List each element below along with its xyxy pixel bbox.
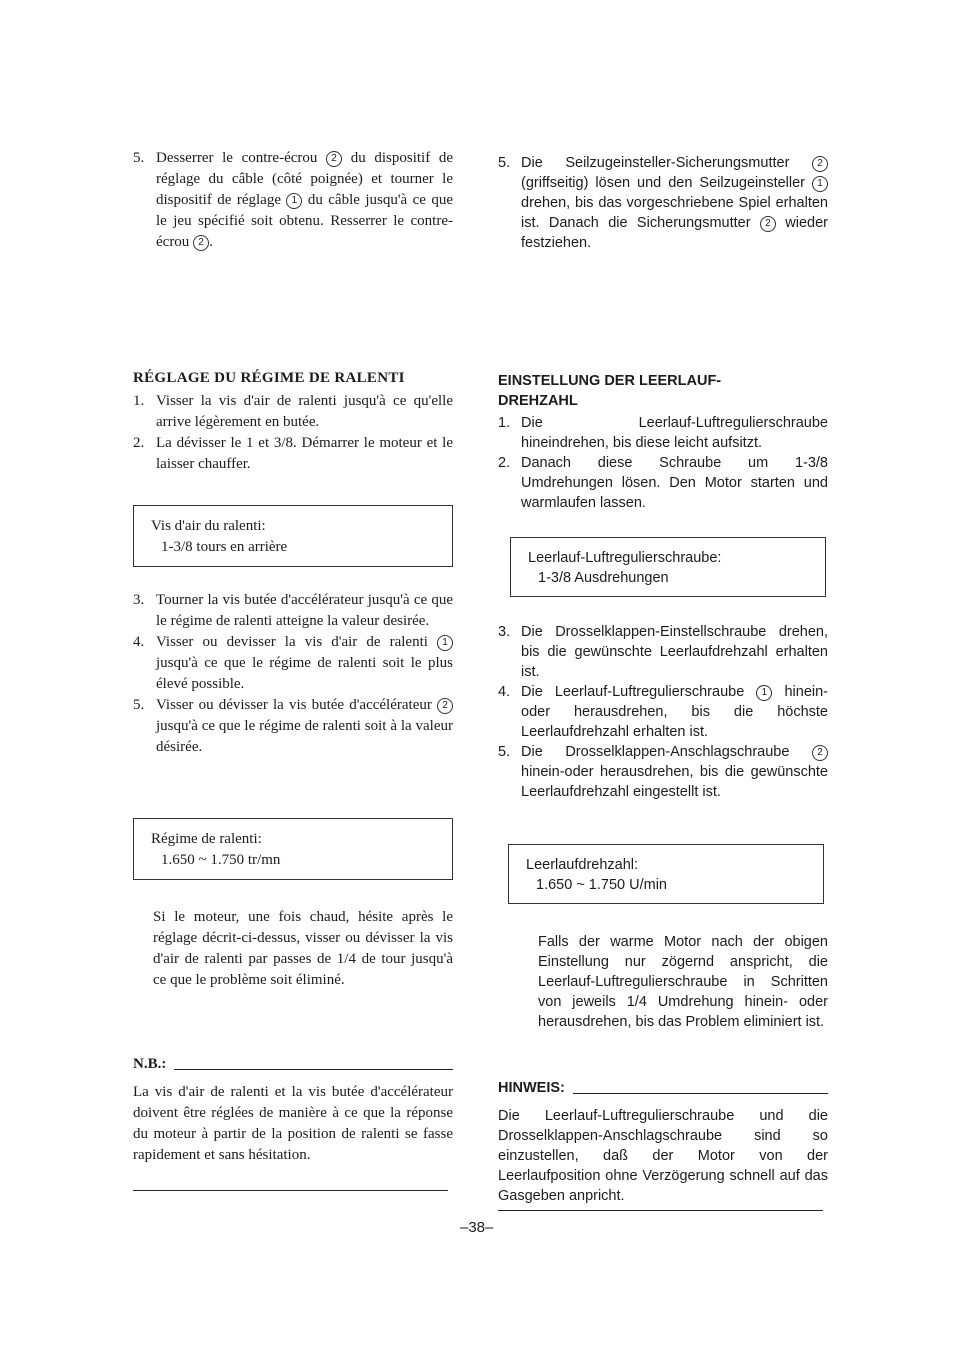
callout-1: 1 — [756, 685, 772, 701]
fr-nb — [133, 1054, 453, 1166]
de-note — [498, 932, 828, 1032]
list-item: 2. La dévisser le 1 et 3/8. Démarrer le moteur et le laisser chauffer. — [133, 435, 453, 472]
de-idle-heading — [498, 371, 798, 413]
note-paragraph: Falls der warme Motor nach der obigen Einstellung nur zögernd anspricht, die Leerlauf-Luftregulierschraube in Schritten von jeweils 1/4 Umdrehung hinein- oder herausdrehen, bis das Problem eliminiert ist. — [538, 934, 828, 1030]
spec-label: Régime de ralenti: — [151, 831, 262, 847]
callout-1: 1 — [437, 635, 453, 651]
list-item: 2. Danach diese Schraube um 1-3/8 Umdrehungen lösen. Den Motor starten und warmlaufen lassen. — [498, 455, 828, 511]
callout-2: 2 — [326, 151, 342, 167]
spec-value: 1.650 ~ 1.750 U/min — [536, 877, 667, 893]
page-number: –38– — [460, 1219, 494, 1236]
nb-text: La vis d'air de ralenti et la vis butée d'accélérateur doivent être réglées de manière à ce que la réponse du moteur à partir de la position de ralenti se fasse rapidement et sans hésitation. — [133, 1084, 453, 1163]
de-spec-box-idle-speed — [508, 844, 824, 904]
spec-value: 1.650 ~ 1.750 tr/mn — [161, 852, 281, 868]
section-heading: EINSTELLUNG DER LEERLAUF-DREHZAHL — [498, 373, 722, 409]
divider — [498, 1210, 823, 1211]
spec-value: 1-3/8 Ausdrehungen — [538, 570, 669, 586]
spec-value: 1-3/8 tours en arrière — [161, 539, 288, 555]
de-step5-cable: 5. Die Seilzugeinsteller-Sicherungsmutter 2 (griffseitig) lösen und den Seilzugeinsteller 1 drehen, bis das vorgeschriebene Spiel erhalten ist. Danach die Sicherungsmutter 2 wieder festziehen. — [498, 155, 828, 251]
divider — [133, 1190, 448, 1191]
fr-step5-cable: 5. Desserrer le contre-écrou 2 du dispositif de réglage du câble (côté poignée) et tourner le dispositif de réglage 1 du câble jusqu'à ce que le jeu spécifié soit obtenu. Resserrer le contre-écrou 2 . — [133, 148, 453, 253]
list-item: 1. Visser la vis d'air de ralenti jusqu'à ce qu'elle arrive légèrement en butée. — [133, 393, 453, 430]
fr-spec-box-idle-speed — [133, 818, 453, 880]
callout-1: 1 — [812, 176, 828, 192]
list-item: 4. Die Leerlauf-Luftregulierschraube 1 hinein- oder herausdrehen, bis die höchste Leerlaufdrehzahl erhalten ist. — [498, 684, 828, 740]
list-item: 1. Die Leerlauf-Luftregulierschraube hineindrehen, bis diese leicht aufsitzt. — [498, 415, 828, 451]
spec-label: Leerlaufdrehzahl: — [526, 857, 639, 873]
callout-2: 2 — [812, 156, 828, 172]
spec-label: Leerlauf-Luftregulierschraube: — [528, 550, 722, 566]
callout-1: 1 — [286, 193, 302, 209]
list-item: 5. Die Drosselklappen-Anschlagschraube 2 hinein-oder herausdrehen, bis die gewünschte Leerlaufdrehzahl eingestellt ist. — [498, 744, 828, 800]
note-paragraph: Si le moteur, une fois chaud, hésite après le réglage décrit-ci-dessus, visser ou dévisser la vis d'air de ralenti par passes de 1/4 de tour jusqu'à ce que le problème soit éliminé. — [153, 909, 453, 988]
fr-steps-3-5 — [133, 590, 453, 758]
nb-text: Die Leerlauf-Luftregulierschraube und die Drosselklappen-Anschlagschraube sind so einzustellen, daß der Motor von der Leerlaufposition ohne Verzögerung schnell auf das Gasgeben anpricht. — [498, 1108, 828, 1204]
de-steps-3-5 — [498, 622, 828, 802]
de-spec-box-air-screw — [510, 537, 826, 597]
spec-label: Vis d'air du ralenti: — [151, 518, 266, 534]
list-item: 5. Visser ou dévisser la vis butée d'accélérateur 2 jusqu'à ce que le régime de ralenti soit à la valeur désirée. — [133, 697, 453, 755]
callout-2: 2 — [760, 216, 776, 232]
fr-idle-section — [133, 368, 453, 475]
fr-spec-box-air-screw — [133, 505, 453, 567]
list-item: 3. Tourner la vis butée d'accélérateur jusqu'à ce que le régime de ralenti atteigne la valeur desirée. — [133, 592, 453, 629]
nb-label: N.B.: — [133, 1056, 167, 1072]
nb-label: HINWEIS: — [498, 1080, 565, 1096]
section-heading: RÉGLAGE DU RÉGIME DE RALENTI — [133, 370, 405, 386]
fr-note — [133, 907, 453, 991]
callout-2: 2 — [812, 745, 828, 761]
list-item: 3. Die Drosselklappen-Einstellschraube drehen, bis die gewünschte Leerlaufdrehzahl erhalten ist. — [498, 624, 828, 680]
divider — [174, 1069, 453, 1070]
list-item: 4. Visser ou devisser la vis d'air de ralenti 1 jusqu'à ce que le régime de ralenti soit le plus élevé possible. — [133, 634, 453, 692]
de-idle-steps — [498, 413, 828, 513]
divider — [573, 1093, 828, 1094]
callout-2: 2 — [193, 235, 209, 251]
callout-2: 2 — [437, 698, 453, 714]
step-number: 5. — [133, 150, 145, 166]
step-number: 5. — [498, 155, 511, 171]
de-hinweis — [498, 1078, 828, 1206]
